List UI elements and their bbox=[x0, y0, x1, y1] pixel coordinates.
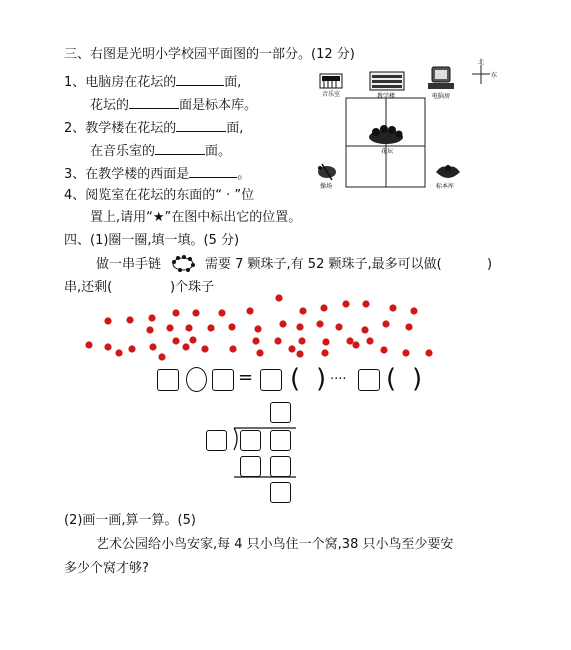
bead[interactable] bbox=[322, 338, 329, 345]
north-label: 北 bbox=[478, 59, 485, 66]
dividend-box[interactable] bbox=[270, 430, 291, 451]
music-room-icon bbox=[320, 74, 342, 88]
answer-box[interactable] bbox=[157, 369, 179, 391]
bead[interactable] bbox=[229, 345, 236, 352]
q1-text-a: 1、电脑房在花坛的 bbox=[64, 75, 177, 90]
q2-text-c: 在音乐室的 bbox=[90, 144, 156, 159]
q3-text-b: 。 bbox=[237, 167, 251, 182]
dividend-box[interactable] bbox=[240, 430, 261, 451]
flower-garden-label: 花坛 bbox=[381, 148, 394, 155]
remainder-box[interactable] bbox=[270, 482, 291, 503]
bead-group bbox=[85, 294, 432, 360]
music-room-label: 音乐室 bbox=[322, 91, 341, 98]
specimen-library-icon bbox=[436, 165, 460, 178]
ellipsis: ···· bbox=[330, 372, 347, 387]
bead[interactable] bbox=[298, 337, 305, 344]
bracelet-line-1b: 需要 7 颗珠子,有 52 颗珠子,最多可以做( bbox=[205, 257, 442, 272]
bead[interactable] bbox=[274, 337, 281, 344]
bracelet-line-1a: 做一串手链 bbox=[96, 257, 162, 272]
compass-icon bbox=[472, 65, 490, 84]
paren-left: ( bbox=[290, 364, 301, 394]
bead[interactable] bbox=[275, 294, 282, 301]
star-icon: ★ bbox=[152, 210, 165, 225]
paren-right: ) bbox=[316, 364, 327, 394]
bead[interactable] bbox=[256, 349, 263, 356]
q1-text-b: 面, bbox=[224, 75, 242, 90]
q4-text-b: ”在图中标出它的位置。 bbox=[164, 210, 302, 225]
paren-left: ( bbox=[386, 364, 397, 394]
bead[interactable] bbox=[218, 309, 225, 316]
specimen-library-label: 标本库 bbox=[436, 183, 455, 190]
bead[interactable] bbox=[146, 326, 153, 333]
bead[interactable] bbox=[172, 337, 179, 344]
bead[interactable] bbox=[321, 349, 328, 356]
bead[interactable] bbox=[128, 345, 135, 352]
playground-label: 操场 bbox=[320, 183, 333, 190]
bead[interactable] bbox=[201, 345, 208, 352]
bead[interactable] bbox=[335, 323, 342, 330]
bead[interactable] bbox=[352, 341, 359, 348]
bead[interactable] bbox=[361, 326, 368, 333]
part-2-title: (2)画一画,算一算。(5) bbox=[64, 513, 196, 528]
bead[interactable] bbox=[380, 346, 387, 353]
bead[interactable] bbox=[104, 343, 111, 350]
bird-problem-line-1: 艺术公园给小鸟安家,每 4 只小鸟住一个窝,38 只小鸟至少要安 bbox=[96, 537, 454, 552]
q2-text-a: 2、教学楼在花坛的 bbox=[64, 121, 177, 136]
bead[interactable] bbox=[85, 341, 92, 348]
computer-room-label: 电脑房 bbox=[432, 93, 451, 100]
east-label: 东 bbox=[491, 72, 498, 79]
answer-box[interactable] bbox=[212, 369, 234, 391]
bead[interactable] bbox=[425, 349, 432, 356]
bead[interactable] bbox=[320, 304, 327, 311]
bead[interactable] bbox=[182, 343, 189, 350]
operator-circle[interactable] bbox=[186, 367, 207, 392]
bead[interactable] bbox=[189, 336, 196, 343]
teaching-building-icon bbox=[370, 72, 404, 90]
bracelet-line-2a: 串,还剩( bbox=[64, 280, 113, 295]
section-3-title: 三、右图是光明小学校园平面图的一部分。(12 分) bbox=[64, 47, 355, 62]
bird-problem-line-2: 多少个窝才够? bbox=[64, 561, 149, 576]
q1-text-c: 花坛的 bbox=[90, 98, 130, 113]
division-bracket bbox=[234, 428, 237, 450]
bead[interactable] bbox=[246, 307, 253, 314]
bead[interactable] bbox=[402, 349, 409, 356]
bead[interactable] bbox=[115, 349, 122, 356]
bead[interactable] bbox=[296, 323, 303, 330]
flower-garden-icon bbox=[369, 125, 403, 144]
bead[interactable] bbox=[158, 353, 165, 360]
bead[interactable] bbox=[192, 309, 199, 316]
bead[interactable] bbox=[126, 316, 133, 323]
bead[interactable] bbox=[299, 307, 306, 314]
quotient-box[interactable] bbox=[270, 402, 291, 423]
bead[interactable] bbox=[296, 350, 303, 357]
bead[interactable] bbox=[172, 309, 179, 316]
teaching-building-label: 教学楼 bbox=[377, 93, 396, 100]
bead[interactable] bbox=[166, 324, 173, 331]
bead[interactable] bbox=[254, 325, 261, 332]
bead[interactable] bbox=[149, 343, 156, 350]
bracelet-line-1c: ) bbox=[487, 257, 493, 272]
bead[interactable] bbox=[185, 324, 192, 331]
bracelet-icon bbox=[172, 255, 195, 272]
bead[interactable] bbox=[346, 337, 353, 344]
bead[interactable] bbox=[382, 320, 389, 327]
bead[interactable] bbox=[366, 337, 373, 344]
divisor-box[interactable] bbox=[206, 430, 227, 451]
answer-box[interactable] bbox=[358, 369, 380, 391]
answer-box[interactable] bbox=[260, 369, 282, 391]
section-4-title: 四、(1)圈一圈,填一填。(5 分) bbox=[64, 233, 240, 248]
bead[interactable] bbox=[279, 320, 286, 327]
paren-right: ) bbox=[412, 364, 423, 394]
q2-text-d: 面。 bbox=[205, 144, 232, 159]
q4-text-a: 置上,请用“ bbox=[90, 210, 153, 225]
product-box[interactable] bbox=[240, 456, 261, 477]
q2-text-b: 面, bbox=[226, 121, 244, 136]
bead[interactable] bbox=[104, 317, 111, 324]
equals-sign: = bbox=[238, 367, 254, 388]
computer-room-icon bbox=[428, 67, 454, 89]
bead[interactable] bbox=[316, 320, 323, 327]
bead[interactable] bbox=[228, 323, 235, 330]
bracelet-line-2b: )个珠子 bbox=[170, 280, 215, 295]
bead[interactable] bbox=[362, 300, 369, 307]
bead[interactable] bbox=[342, 300, 349, 307]
bead[interactable] bbox=[207, 324, 214, 331]
bead[interactable] bbox=[148, 314, 155, 321]
bead[interactable] bbox=[252, 337, 259, 344]
playground-icon bbox=[318, 164, 336, 180]
bead[interactable] bbox=[389, 304, 396, 311]
product-box[interactable] bbox=[270, 456, 291, 477]
bead[interactable] bbox=[405, 323, 412, 330]
question-4-line-1: 4、阅览室在花坛的东面的“ · ”位 bbox=[64, 188, 255, 203]
q3-text-a: 3、在教学楼的西面是 bbox=[64, 167, 190, 182]
q1-text-d: 面是标本库。 bbox=[179, 98, 258, 113]
bead[interactable] bbox=[410, 307, 417, 314]
bead[interactable] bbox=[288, 345, 295, 352]
